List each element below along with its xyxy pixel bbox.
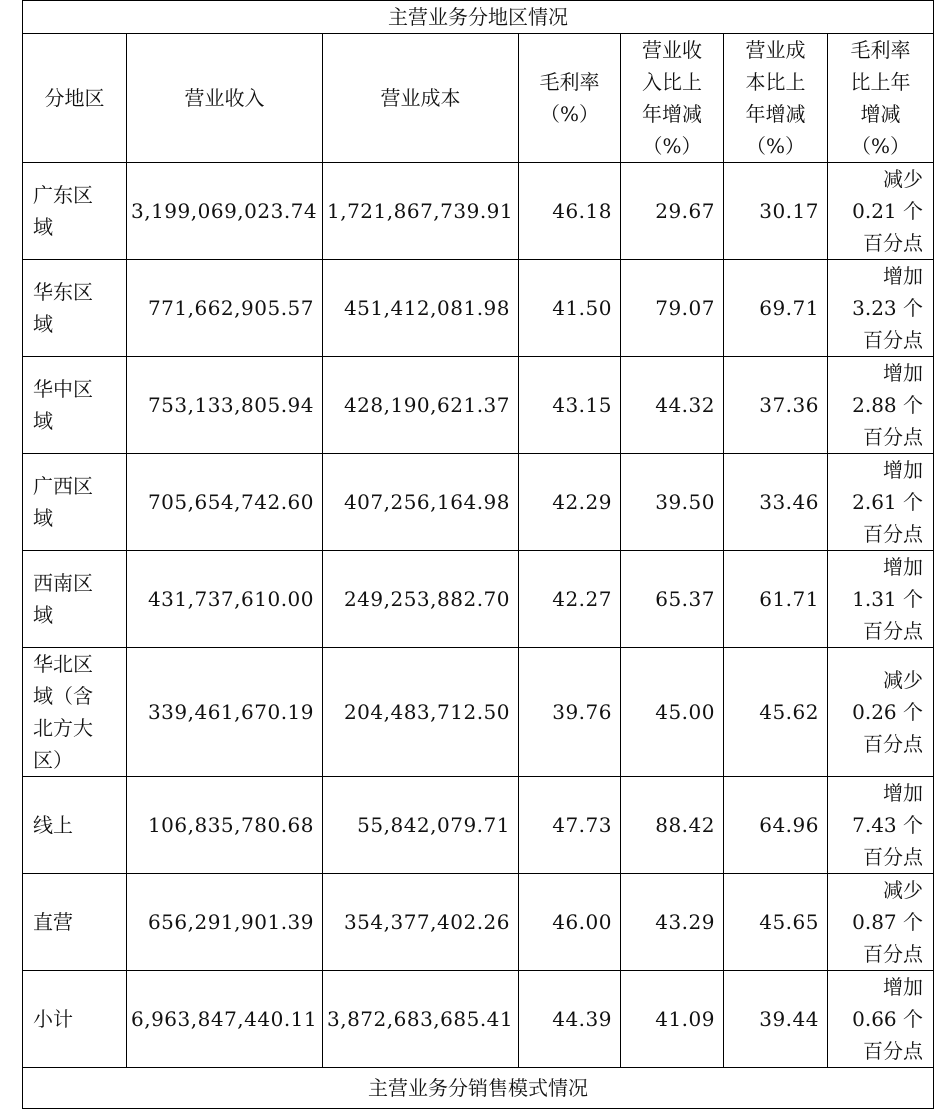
gross-margin-cell: 46.18 xyxy=(519,163,621,260)
region-cell: 华北区 域（含 北方大 区） xyxy=(23,648,127,777)
revenue-cell: 431,737,610.00 xyxy=(127,551,323,648)
region-cell: 线上 xyxy=(23,777,127,874)
table-row xyxy=(23,163,934,260)
cost-cell: 428,190,621.37 xyxy=(323,357,519,454)
cost-cell: 1,721,867,739.91 xyxy=(323,163,519,260)
cost-cell: 407,256,164.98 xyxy=(323,454,519,551)
revenue-change-cell: 29.67 xyxy=(621,163,724,260)
header-revenue: 营业收入 xyxy=(127,34,323,163)
cost-change-cell: 37.36 xyxy=(724,357,828,454)
header-cost-change: 营业成 本比上 年增减 （%） xyxy=(724,34,828,163)
table-row xyxy=(23,551,934,648)
regional-business-table xyxy=(22,0,934,1109)
margin-change-cell: 增加 0.66 个 百分点 xyxy=(828,971,934,1068)
gross-margin-cell: 42.29 xyxy=(519,454,621,551)
cost-change-cell: 30.17 xyxy=(724,163,828,260)
cost-change-cell: 69.71 xyxy=(724,260,828,357)
table-row xyxy=(23,648,934,777)
table-row xyxy=(23,874,934,971)
header-region: 分地区 xyxy=(23,34,127,163)
region-cell: 广西区 域 xyxy=(23,454,127,551)
cost-change-cell: 39.44 xyxy=(724,971,828,1068)
header-margin-change: 毛利率 比上年 增减 （%） xyxy=(828,34,934,163)
gross-margin-cell: 39.76 xyxy=(519,648,621,777)
revenue-change-cell: 45.00 xyxy=(621,648,724,777)
next-table-title-row xyxy=(23,1068,934,1109)
header-cost: 营业成本 xyxy=(323,34,519,163)
table-row xyxy=(23,971,934,1068)
header-row xyxy=(23,34,934,163)
margin-change-cell: 增加 2.61 个 百分点 xyxy=(828,454,934,551)
gross-margin-cell: 41.50 xyxy=(519,260,621,357)
margin-change-cell: 增加 3.23 个 百分点 xyxy=(828,260,934,357)
margin-change-cell: 增加 1.31 个 百分点 xyxy=(828,551,934,648)
cost-cell: 249,253,882.70 xyxy=(323,551,519,648)
revenue-change-cell: 39.50 xyxy=(621,454,724,551)
gross-margin-cell: 46.00 xyxy=(519,874,621,971)
gross-margin-cell: 42.27 xyxy=(519,551,621,648)
revenue-cell: 771,662,905.57 xyxy=(127,260,323,357)
revenue-cell: 106,835,780.68 xyxy=(127,777,323,874)
cost-change-cell: 64.96 xyxy=(724,777,828,874)
revenue-change-cell: 43.29 xyxy=(621,874,724,971)
region-cell: 广东区 域 xyxy=(23,163,127,260)
revenue-change-cell: 41.09 xyxy=(621,971,724,1068)
region-cell: 西南区 域 xyxy=(23,551,127,648)
revenue-change-cell: 44.32 xyxy=(621,357,724,454)
header-revenue-change: 营业收 入比上 年增减 （%） xyxy=(621,34,724,163)
gross-margin-cell: 43.15 xyxy=(519,357,621,454)
header-gross-margin: 毛利率 （%） xyxy=(519,34,621,163)
table-row xyxy=(23,357,934,454)
revenue-cell: 705,654,742.60 xyxy=(127,454,323,551)
table-row xyxy=(23,260,934,357)
cost-cell: 354,377,402.26 xyxy=(323,874,519,971)
revenue-cell: 6,963,847,440.11 xyxy=(127,971,323,1068)
region-cell: 华东区 域 xyxy=(23,260,127,357)
gross-margin-cell: 47.73 xyxy=(519,777,621,874)
revenue-cell: 656,291,901.39 xyxy=(127,874,323,971)
revenue-change-cell: 88.42 xyxy=(621,777,724,874)
cost-cell: 204,483,712.50 xyxy=(323,648,519,777)
revenue-cell: 339,461,670.19 xyxy=(127,648,323,777)
region-cell: 直营 xyxy=(23,874,127,971)
cost-change-cell: 61.71 xyxy=(724,551,828,648)
margin-change-cell: 减少 0.21 个 百分点 xyxy=(828,163,934,260)
table-title: 主营业务分地区情况 xyxy=(23,1,934,34)
margin-change-cell: 减少 0.26 个 百分点 xyxy=(828,648,934,777)
margin-change-cell: 减少 0.87 个 百分点 xyxy=(828,874,934,971)
cost-change-cell: 45.65 xyxy=(724,874,828,971)
revenue-change-cell: 65.37 xyxy=(621,551,724,648)
cost-change-cell: 45.62 xyxy=(724,648,828,777)
margin-change-cell: 增加 2.88 个 百分点 xyxy=(828,357,934,454)
table-row xyxy=(23,777,934,874)
next-table-title: 主营业务分销售模式情况 xyxy=(23,1068,934,1109)
cost-cell: 451,412,081.98 xyxy=(323,260,519,357)
region-cell: 小计 xyxy=(23,971,127,1068)
cost-change-cell: 33.46 xyxy=(724,454,828,551)
revenue-change-cell: 79.07 xyxy=(621,260,724,357)
gross-margin-cell: 44.39 xyxy=(519,971,621,1068)
cost-cell: 55,842,079.71 xyxy=(323,777,519,874)
table-row xyxy=(23,454,934,551)
table-title-row xyxy=(23,1,934,34)
revenue-cell: 3,199,069,023.74 xyxy=(127,163,323,260)
revenue-cell: 753,133,805.94 xyxy=(127,357,323,454)
document-page xyxy=(22,0,933,1100)
margin-change-cell: 增加 7.43 个 百分点 xyxy=(828,777,934,874)
region-cell: 华中区 域 xyxy=(23,357,127,454)
cost-cell: 3,872,683,685.41 xyxy=(323,971,519,1068)
